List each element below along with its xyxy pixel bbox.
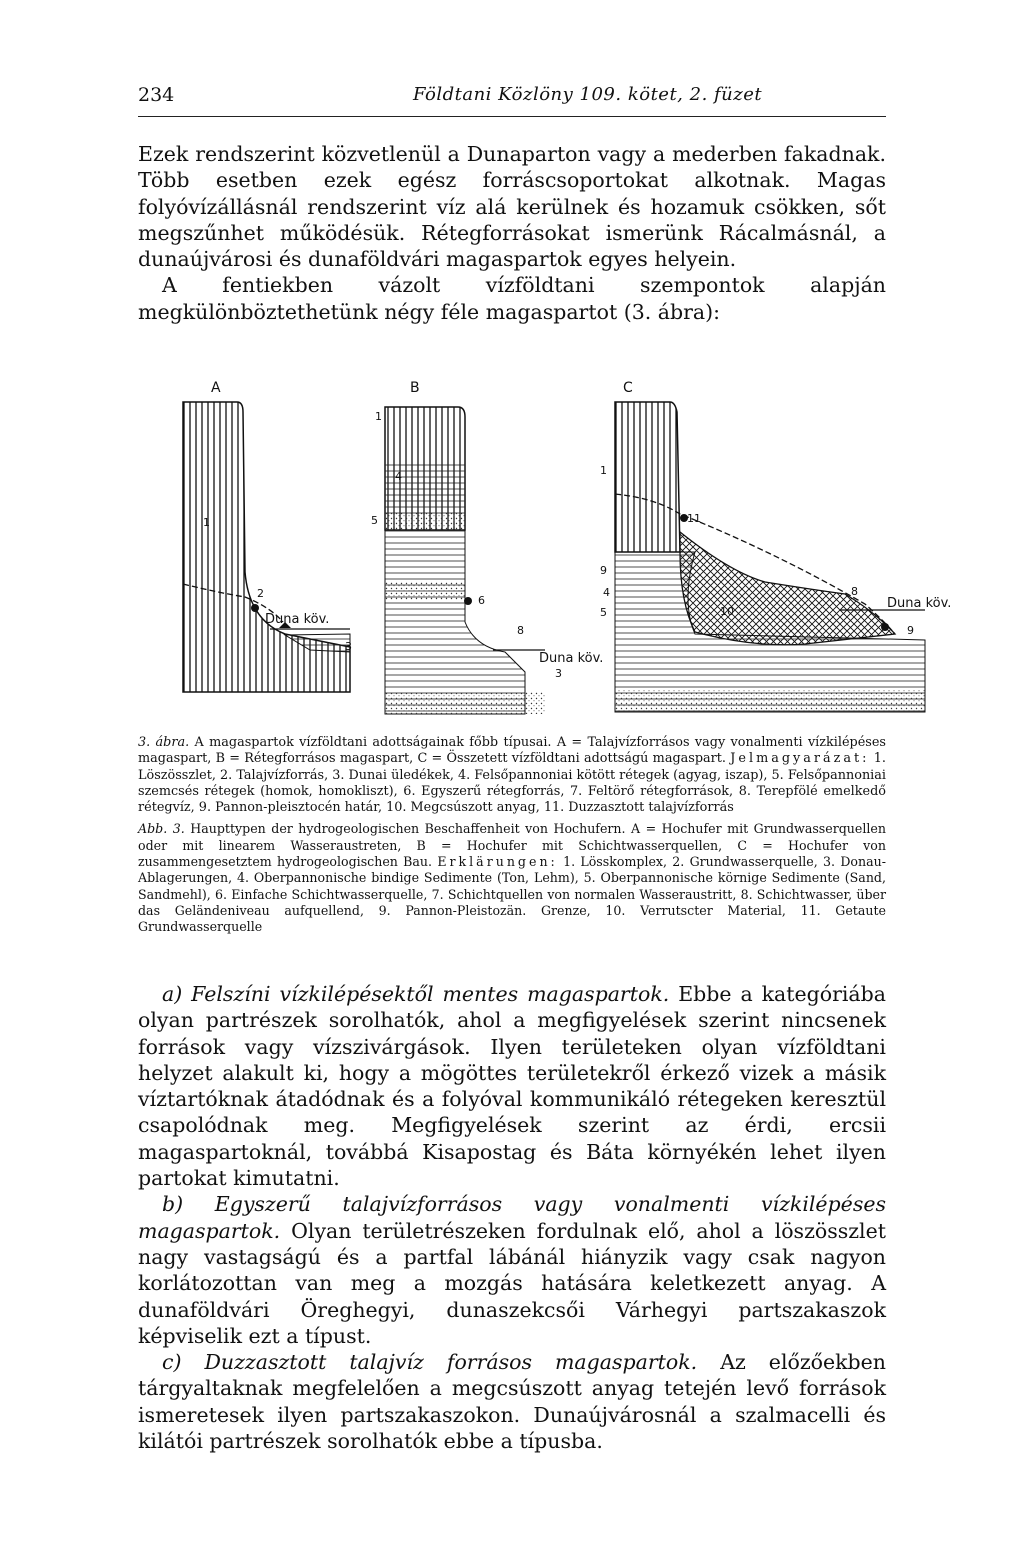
label-11-c: 11 (687, 512, 701, 525)
caption-de-legend: 1. Lösskomplex, 2. Grundwasserquelle, 3. Donau-Ablagerungen, 4. Oberpannonische bindige Sedimente (Ton, Lehm), 5. Oberpannonische körnige Sedimente (Sand, Sandmehl), 6. Einfache Schichtwasserquelle, 7. Schichtquellen von normalen Wasseraustritt, 8. Schichtwasser, über das Geländeniveau aufquellend, 9. Pannon-Pleistozän. Grenze, 10. Verrutscter Material, 11. Getaute Grundwasserquelle (138, 854, 886, 935)
page-number: 234 (138, 84, 175, 106)
label-6-b: 6 (478, 594, 485, 607)
label-9-c: 9 (600, 564, 607, 577)
panel-b-label: B (410, 380, 420, 396)
river-level-b: Duna köv. (539, 651, 604, 666)
caption-hu-text: A magaspartok vízföldtani adottságainak főbb típusai. A = Talajvízforrásos vagy vonalmenti vízkilépéses magaspart, B = Rétegforrásos magaspart, C = Összetett vízföldtani adottságú magaspart. (138, 735, 886, 767)
section-a-lead: a) Felszíni vízkilépésektől mentes magaspartok. (162, 982, 670, 1006)
caption-de-label: Abb. 3. (138, 821, 185, 837)
label-5-b: 5 (371, 514, 378, 527)
label-10-c: 10 (720, 605, 734, 618)
caption-german (138, 821, 886, 935)
figure-caption (138, 735, 886, 936)
caption-hu-legend-word: Jelmagyarázat: (730, 751, 870, 767)
label-3-b: 3 (555, 667, 562, 680)
section-c-lead: c) Duzzasztott talajvíz forrásos magaspartok. (162, 1350, 698, 1375)
caption-hungarian (138, 735, 886, 816)
caption-hu-legend: 1. Löszösszlet, 2. Talajvízforrás, 3. Dunai üledékek, 4. Felsőpannoniai kötött rétegek (agyag, iszap), 5. Felsőpannoniai szemcsés rétegek (homok, homokliszt), 6. Egyszerű rétegforrás, 7. Feltörő rétegforrások, 8. Terepfölé emelkedő rétegvíz, 9. Pannon-pleisztocén határ, 10. Megcsúszott anyag, 11. Duzzasztott talajvízforrás (138, 751, 886, 816)
label-1-c: 1 (600, 464, 607, 477)
section-b-paragraph (138, 1191, 886, 1349)
label-4-b: 4 (395, 470, 402, 483)
section-c-paragraph (138, 1349, 886, 1454)
section-b-text: Olyan területrészeken fordulnak elő, ahol a löszösszlet nagy vastagságú és a partfal lábánál hiányzik vagy csak nagyon korlátozottan van meg a mozgás hatására keletkezett anyag. A dunaföldvári Öreghegyi, dunaszekcsői Várhegyi partszakaszok képviselik ezt a típust. (138, 1218, 886, 1348)
header-rule (138, 116, 886, 117)
journal-title: Földtani Közlöny 109. kötet, 2. füzet (413, 84, 763, 105)
section-a-paragraph (138, 981, 886, 1191)
label-3-a: 3 (345, 640, 352, 653)
section-a-text: Ebbe a kategóriába olyan partrészek sorolhatók, ahol a megfigyelések szerint nincsenek források vagy vízszivárgások. Ilyen területeken olyan vízföldtani helyzet alakult ki, hogy a mögöttes területekről érkező vizek a másik víztartóknak átadódnak és a folyóval kommunikáló rétegeken keresztül csapolódnak meg. Megfigyelések szerint az érdi, ercsii magaspartoknál, továbbá Kisapostag és Báta környékén lehet ilyen partokat kimutatni. (138, 982, 886, 1191)
panel-c (600, 380, 951, 712)
panel-b (371, 380, 603, 714)
figure-3 (175, 372, 975, 727)
label-2-a: 2 (257, 587, 264, 600)
section-b-lead: b) Egyszerű talajvízforrásos vagy vonalmenti vízkilépéses magaspartok. (138, 1192, 886, 1243)
river-level-c: Duna köv. (887, 596, 952, 611)
river-level-a: Duna köv. (265, 612, 330, 627)
caption-hu-label: 3. ábra. (138, 735, 190, 750)
label-5-c: 5 (600, 606, 607, 619)
hydrogeology-cross-sections (175, 372, 975, 727)
label-1-b: 1 (375, 410, 382, 423)
label-1-a: 1 (203, 516, 210, 529)
label-8-b: 8 (517, 624, 524, 637)
intro-paragraph-1: Ezek rendszerint közvetlenül a Dunaparton vagy a mederben fakadnak. Több esetben ezek egész forráscsoportokat alkotnak. Magas folyóvízállásnál rendszerint víz alá kerülnek és hozamuk csökken, sőt megszűnhet működésük. Rétegforrásokat ismerünk Rácalmásnál, a dunaújvárosi és dunaföldvári magaspartok egyes helyein. (138, 142, 886, 272)
panel-a-label: A (211, 380, 221, 396)
running-header (138, 84, 886, 112)
label-9-c-right: 9 (907, 624, 914, 637)
label-8-c: 8 (851, 585, 858, 598)
section-c-text: Az előzőekben tárgyaltaknak megfelelően a megcsúszott anyag tetején levő források ismeretesek ilyen partszakaszokon. Dunaújvárosnál a szalmacelli és kilátói partrészek sorolhatók ebbe a típusba. (138, 1350, 886, 1454)
intro-text (138, 141, 886, 325)
caption-de-legend-word: Erklärungen: (437, 854, 558, 870)
intro-paragraph-2: A fentiekben vázolt vízföldtani szempontok alapján megkülönböztethetünk négy féle magaspartot (3. ábra): (138, 273, 886, 324)
panel-a (183, 380, 352, 692)
body-text (138, 981, 886, 1454)
caption-de-text: Haupttypen der hydrogeologischen Beschaffenheit von Hochufern. A = Hochufer mit Grundwasserquellen oder mit linearem Wasseraustreten, B = Hochufer mit Schichtwasserquellen, C = Hochufer von zusammengesetztem hydrogeologischen Bau. (138, 821, 886, 870)
label-4-c: 4 (603, 586, 610, 599)
panel-c-label: C (623, 380, 633, 396)
